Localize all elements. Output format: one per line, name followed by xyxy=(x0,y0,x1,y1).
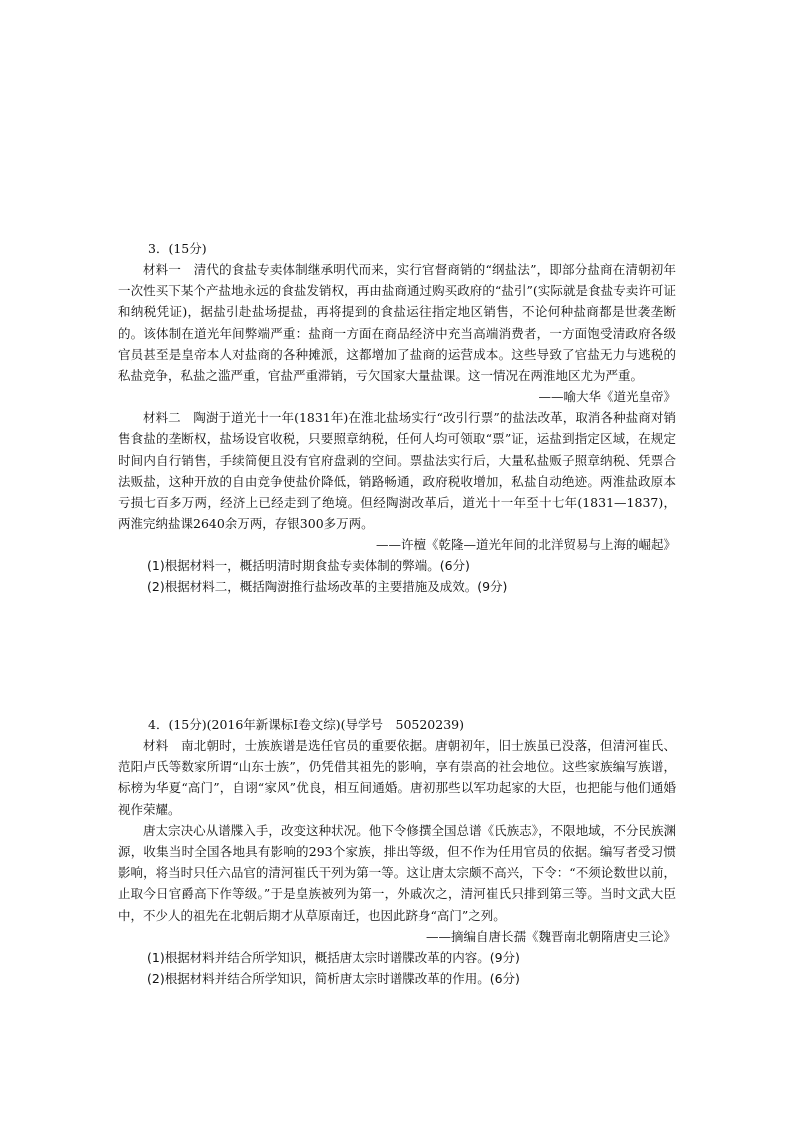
question-4 xyxy=(118,714,676,989)
material-1-label: 材料一 xyxy=(143,262,182,277)
question-4-sub-1: (1)根据材料并结合所学知识，概括唐太宗时谱牒改革的内容。(9分) xyxy=(147,949,520,965)
material-2 xyxy=(118,407,676,534)
material-paragraph-1-text: 南北朝时，士族族谱是选任官员的重要依据。唐朝初年，旧士族虽已没落，但清河崔氏、范阳卢氏等数家所谓“山东士族”，仍凭借其祖先的影响，享有崇高的社会地位。这些家族编写族谱，标榜为华夏“高门”，自诩“家风”优良，相互间通婚。唐初那些以军功起家的大臣，也把能与他们通婚视作荣耀。 xyxy=(118,738,676,817)
material-2-label: 材料二 xyxy=(143,410,181,426)
question-3-sub-1: (1)根据材料一，概括明清时期食盐专卖体制的弊端。(6分) xyxy=(147,558,470,574)
question-3-header: 3．(15分) xyxy=(148,241,207,256)
material-paragraph-2: 唐太宗决心从谱牒入手，改变这种状况。他下令修撰全国总谱《氏族志》，不限地域，不分民族渊源，收集当时全国各地具有影响的293个家族，排出等级，但不作为任用官员的依据。编写者受习惯影响，将当时只任六品官的清河崔氏干列为第一等。这让唐太宗颇不高兴，下令：“不须论数世以前，止取今日官爵高下作等级。”于是皇族被列为第一，外戚次之，清河崔氏只排到第三等。当时文武大臣中，不少人的祖先在北朝后期才从草原南迁，也因此跻身“高门”之列。 xyxy=(118,822,676,923)
material-source: ——摘编自唐长孺《魏晋南北朝隋唐史三论》 xyxy=(425,928,676,944)
material-2-text: 陶澍于道光十一年(1831年)在淮北盐场实行“改引行票”的盐法改革，取消各种盐商对销售食盐的垄断权，盐场设官收税，只要照章纳税，任何人均可领取“票”证，运盐到指定区域，在规定时间内自行销售，手续简便且没有官府盘剥的空间。票盐法实行后，大量私盐贩子照章纳税、凭票合法贩盐，这种开放的自由竞争使盐价降低，销路畅通，政府税收增加，私盐自动绝迹。两淮盐政原本亏损七百多万两，经济上已经走到了绝境。但经陶澍改革后，道光十一年至十七年(1831—1837)，两淮完纳盐课2640余万两，存银300多万两。 xyxy=(118,410,676,532)
material-label: 材料 xyxy=(143,738,169,753)
material-paragraph-1 xyxy=(118,735,676,820)
material-2-source: ——许檀《乾隆—道光年间的北洋贸易与上海的崛起》 xyxy=(375,537,676,553)
material-1-text: 清代的食盐专卖体制继承明代而来，实行官督商销的“纲盐法”，即部分盐商在清朝初年一次性买下某个产盐地永远的食盐发销权，再由盐商通过购买政府的“盐引”(实际就是食盐专卖许可证和纳税凭证)，据盐引赴盐场提盐，再将提到的食盐运往指定地区销售，不论何种盐商都是世袭垄断的。该体制在道光年间弊端严重：盐商一方面在商品经济中充当高端消费者，一方面饱受清政府各级官员甚至是皇帝本人对盐商的各种摊派，这都增加了盐商的运营成本。这些导致了官盐无力与逃税的私盐竞争，私盐之滥严重，官盐严重滞销，亏欠国家大量盐课。这一情况在两淮地区尤为严重。 xyxy=(118,262,676,384)
question-3-sub-2: (2)根据材料二，概括陶澍推行盐场改革的主要措施及成效。(9分) xyxy=(147,579,508,595)
material-1 xyxy=(118,259,676,386)
question-4-sub-2: (2)根据材料并结合所学知识，简析唐太宗时谱牒改革的作用。(6分) xyxy=(147,970,520,986)
question-3 xyxy=(118,238,676,597)
question-4-header: 4．(15分)(2016年新课标Ⅰ卷文综)(导学号 50520239) xyxy=(148,717,464,732)
material-1-source: ——喻大华《道光皇帝》 xyxy=(538,389,676,405)
